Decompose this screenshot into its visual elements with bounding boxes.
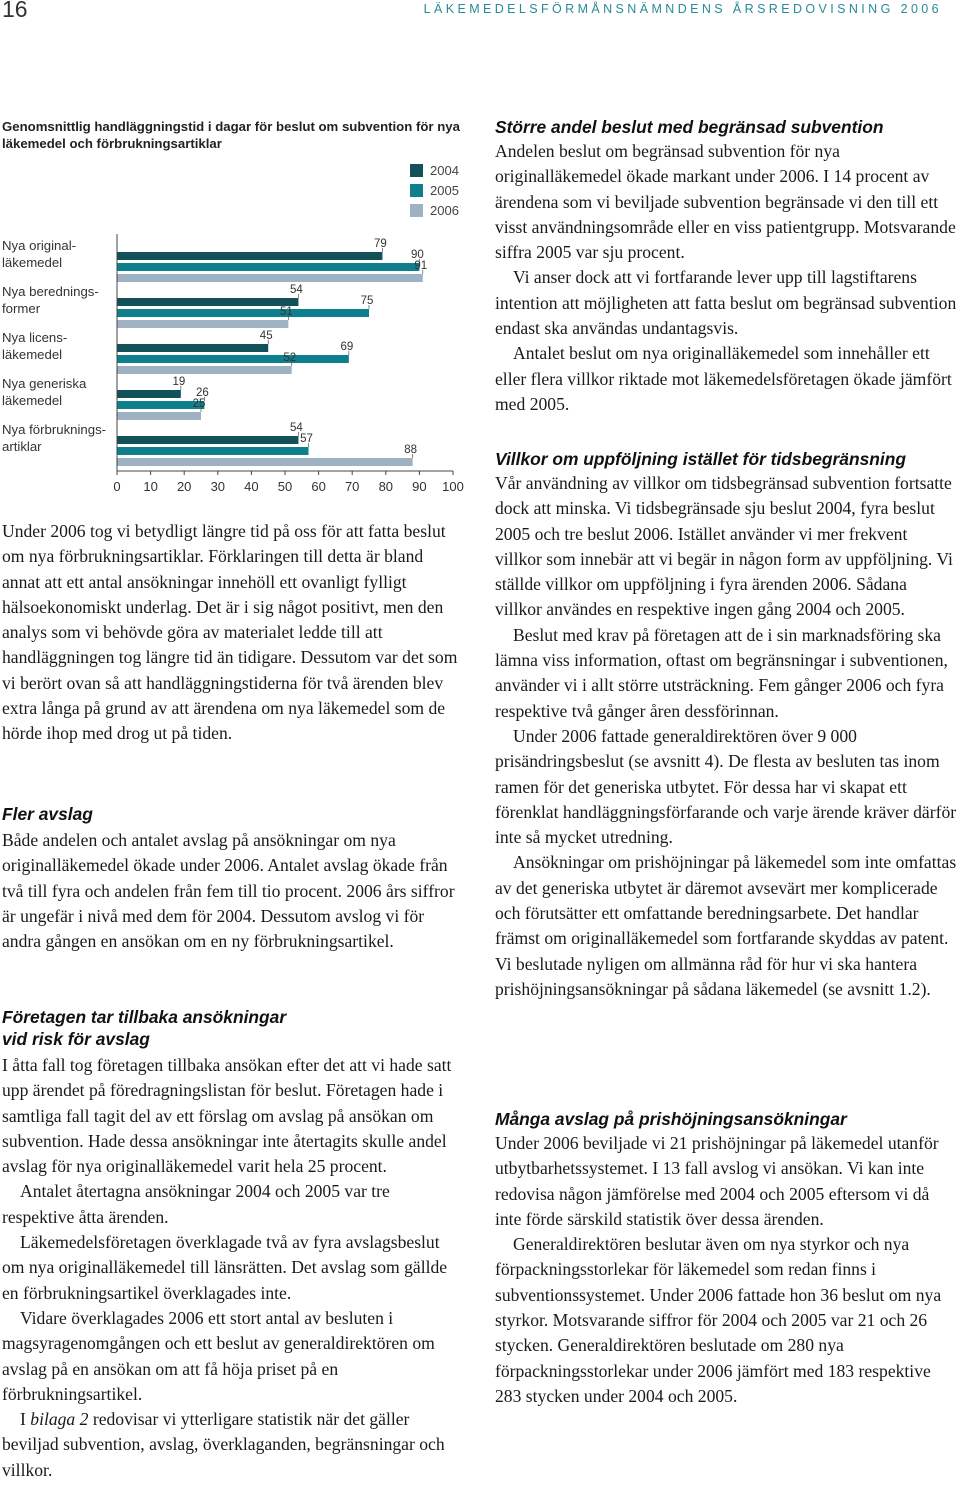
value-label-2006-2: 52 — [283, 352, 297, 364]
bar-2004-2 — [117, 344, 268, 352]
section-fler-avslag — [2, 803, 460, 954]
legend-label-2006: 2006 — [430, 203, 459, 218]
paragraph-villkor-4: Ansökningar om prishöjningar på läkemedel som inte omfattas av det generiska utbytet är däremot avsevärt mer komplicerade och förutsätter ett omfattande beredningsarbete. Det handlar främst om originalläkemedel som fortfarande skyddas av patent. Vi beslutade nyligen om allmänna råd för hur vi ska hantera prishöjningsansökningar på sådana läkemedel (se avsnitt 1.2). — [495, 852, 957, 999]
page-number: 16 — [2, 0, 28, 22]
category-label-3-0: Nya generiska — [2, 376, 87, 391]
paragraph-foretagen-4: Vidare överklagades 2006 ett stort antal av besluten i magsyragenomgången och ett beslut av generaldirektören om avslag på en ansökan om att få höja priset på en förbrukningsartikel. — [2, 1307, 435, 1404]
heading-villkor: Villkor om uppföljning istället för tidsbegränsning — [495, 449, 906, 469]
heading-prishojning: Många avslag på prishöjningsansökningar — [495, 1109, 847, 1129]
value-label-2005-1: 75 — [360, 295, 374, 307]
bar-2004-4 — [117, 436, 298, 444]
heading-foretagen-line1: Företagen tar tillbaka ansökningar — [2, 1007, 287, 1027]
bilaga-link-text: bilaga 2 — [30, 1409, 89, 1430]
value-label-2005-2: 69 — [340, 341, 354, 353]
category-labels — [2, 238, 106, 454]
value-label-2006-3: 25 — [192, 398, 206, 410]
paragraph-villkor-3: Under 2006 fattade generaldirektören över 9 000 prisändringsbeslut (se avsnitt 4). De flesta av besluten tas inom ramen för det generiska utbytet. För dessa har vi skapat ett förenklat handläggningsförfarande och varje ärende kräver därför inte så mycket utredning. — [495, 725, 957, 848]
category-label-1-1: former — [2, 301, 41, 316]
bar-2004-1 — [117, 298, 298, 306]
bar-2004-3 — [117, 390, 181, 398]
heading-fler-avslag: Fler avslag — [2, 804, 93, 824]
value-label-2004-0: 79 — [374, 238, 387, 250]
paragraph-begransad-3: Antalet beslut om nya originalläkemedel som innehåller ett eller flera villkor riktade mot läkemedelsföretagen ökade jämfört med 2005. — [495, 343, 952, 414]
legend-label-2004: 2004 — [430, 163, 459, 178]
value-label-2006-4: 88 — [404, 444, 418, 456]
value-label-2006-1: 51 — [279, 306, 293, 318]
x-tick-label-2: 20 — [176, 479, 192, 494]
paragraph-foretagen-2: Antalet återtagna ansökningar 2004 och 2005 var tre respektive åtta ärenden. — [2, 1181, 390, 1227]
category-label-2-1: läkemedel — [2, 347, 63, 362]
paragraph-begransad-2: Vi anser dock att vi fortfarande lever upp till lagstiftarens intention att möjligheten att fatta beslut om begränsad subvention endast ska användas undantagsvis. — [495, 267, 957, 339]
paragraph-begransad-1: Andelen beslut om begränsad subvention för nya originalläkemedel ökade markant under 2006. I 14 procent av ärendena som vi beviljade subvention begränsade vi den till ett visst användningsområde eller en viss patientgrupp. Motsvarande siffra 2005 var sju procent. — [495, 141, 956, 263]
bar-2006-2 — [117, 366, 292, 374]
x-tick-label-5: 50 — [277, 479, 293, 494]
paragraph-villkor-1: Vår användning av villkor om tidsbegränsad subvention fortsatte dock att minska. Vi tidsbegränsade sju beslut 2004, fyra beslut 2005 och tre beslut 2006. Istället använder vi mer frekvent villkor som innebär att vi begär in någon form av uppföljning. Vi ställde villkor om uppföljning i fyra ärenden 2006. Sådana villkor användes en respektive ingen gång 2004 och 2005. — [495, 473, 953, 620]
heading-foretagen-line2: vid risk för avslag — [2, 1029, 150, 1049]
category-label-4-1: artiklar — [2, 439, 42, 454]
paragraph-foretagen-1: I åtta fall tog företagen tillbaka ansökan efter det att vi hade satt upp ärendet på föredragningslistan för beslut. Företagen hade i samtliga fall tagit del av ett förslag om avslag på ansökan om subvention. Hade dessa ansökningar inte återtagits skulle andel avslag för nya originalläkemedel varit hela 25 procent. — [2, 1055, 452, 1177]
chart-bars — [117, 238, 427, 466]
category-label-0-1: läkemedel — [2, 255, 63, 270]
value-label-2004-4: 54 — [290, 422, 303, 434]
bar-2006-3 — [117, 412, 201, 420]
paragraph-prishojning-2: Generaldirektören beslutar även om nya styrkor och nya förpackningsstorlekar för läkemedel som redan finns i subventionssystemet. Under 2006 fattade hon 36 beslut om nya styrkor. Motsvarande siffror för 2004 och 2005 var 21 och 26 stycken. Generaldirektören beslutade om 280 nya förpackningsstorlekar under 2006 jämfört med 183 respektive 283 stycken under 2004 och 2005. — [495, 1234, 942, 1406]
bar-2005-0 — [117, 263, 419, 271]
value-label-2004-3: 19 — [172, 376, 186, 388]
x-tick-label-10: 100 — [442, 479, 464, 494]
paragraph-foretagen-3: Läkemedelsföretagen överklagade två av fyra avslagsbeslut om nya originalläkemedel till länsrätten. Det avslag som gällde en förbrukningsartikel överklagades inte. — [2, 1232, 448, 1303]
category-label-1-0: Nya berednings- — [2, 284, 99, 299]
legend-swatch-2006 — [410, 204, 423, 217]
paragraph-foretagen-5 — [2, 1407, 460, 1483]
legend-label-2005: 2005 — [430, 183, 459, 198]
value-label-2005-3: 26 — [195, 387, 209, 399]
x-tick-label-3: 30 — [210, 479, 226, 494]
x-tick-label-7: 70 — [344, 479, 360, 494]
paragraph-villkor-2: Beslut med krav på företagen att de i sin marknadsföring ska lämna viss information, oftast om begränsningar i subventionen, använder vi i allt större utsträckning. Fem gånger 2006 och fyra respektive två gånger åren dessförinnan. — [495, 624, 948, 721]
bilaga-text-after: redovisar vi ytterligare statistik när det gäller beviljad subvention, avslag, överklaganden, begränsningar och villkor. — [2, 1409, 445, 1480]
section-prishojning — [495, 1108, 958, 1409]
x-tick-label-8: 80 — [378, 479, 394, 494]
value-label-2005-0: 90 — [411, 249, 424, 261]
bar-2006-4 — [117, 458, 413, 466]
value-label-2004-2: 45 — [259, 330, 273, 342]
heading-begransad: Större andel beslut med begränsad subvention — [495, 117, 884, 137]
category-label-4-0: Nya förbruknings- — [2, 422, 107, 437]
value-label-2005-4: 57 — [300, 433, 313, 445]
bar-chart — [0, 150, 470, 494]
x-tick-label-0: 0 — [113, 479, 121, 494]
category-label-3-1: läkemedel — [2, 393, 63, 408]
section-villkor — [495, 448, 958, 1002]
chart-legend — [410, 163, 459, 218]
x-tick-label-4: 40 — [244, 479, 259, 494]
bilaga-text-before: I — [20, 1409, 31, 1430]
legend-swatch-2005 — [410, 184, 423, 197]
bar-2004-0 — [117, 252, 382, 260]
section-foretagen — [2, 1006, 460, 1483]
category-label-0-0: Nya original- — [2, 238, 77, 253]
bar-2006-0 — [117, 274, 423, 282]
chart-title: Genomsnittlig handläggningstid i dagar för beslut om subvention för nya läkemedel och förbrukningsartiklar — [2, 119, 460, 151]
bar-2005-2 — [117, 355, 349, 363]
value-label-2004-1: 54 — [290, 284, 303, 296]
x-tick-label-9: 90 — [412, 479, 427, 494]
intro-text — [2, 519, 460, 747]
bar-2005-4 — [117, 447, 309, 455]
x-tick-label-1: 10 — [143, 479, 158, 494]
paragraph-fler-avslag: Både andelen och antalet avslag på ansökningar om nya originalläkemedel ökade under 2006. Antalet avslag ökade från två till fyra och andelen från fem till tio procent. 2006 års siffror är ungefär i nivå med dem för 2004. Dessutom avslog vi för andra gången en ansökan om en ny förbrukningsartikel. — [2, 830, 455, 952]
bar-2005-3 — [117, 401, 204, 409]
section-begransad — [495, 116, 958, 417]
paragraph-prishojning-1: Under 2006 beviljade vi 21 prishöjningar på läkemedel utanför utbytbarhetssystemet. I 13 fall avslog vi ansökan. Vi kan inte redovisa någon jämförelse med 2004 och 2005 eftersom vi då inte förde särskild statistik över dessa ärenden. — [495, 1133, 939, 1229]
legend-swatch-2004 — [410, 164, 423, 177]
bar-2006-1 — [117, 320, 288, 328]
value-label-2006-0: 91 — [414, 260, 428, 272]
x-tick-label-6: 60 — [311, 479, 326, 494]
intro-paragraph: Under 2006 tog vi betydligt längre tid på oss för att fatta beslut om nya förbrukningsartiklar. Förklaringen till detta är bland annat att ett antal ansökningar innehöll ett ovanligt fylligt hälsoekonomiskt underlag. Det är i sig något positivt, men den analys som vi behövde göra av materialet ledde till att handläggningen tog längre tid än tidigare. Dessutom var det som vi berört ovan så att handläggningstiderna för två ärenden blev extra långa på grund av att ärendena om nya läkemedel som de hörde ihop med drog ut på tiden. — [2, 521, 458, 744]
bar-2005-1 — [117, 309, 369, 317]
running-header: LÄKEMEDELSFÖRMÅNSNÄMNDENS ÅRSREDOVISNING 2006 — [423, 2, 942, 16]
category-label-2-0: Nya licens- — [2, 330, 68, 345]
